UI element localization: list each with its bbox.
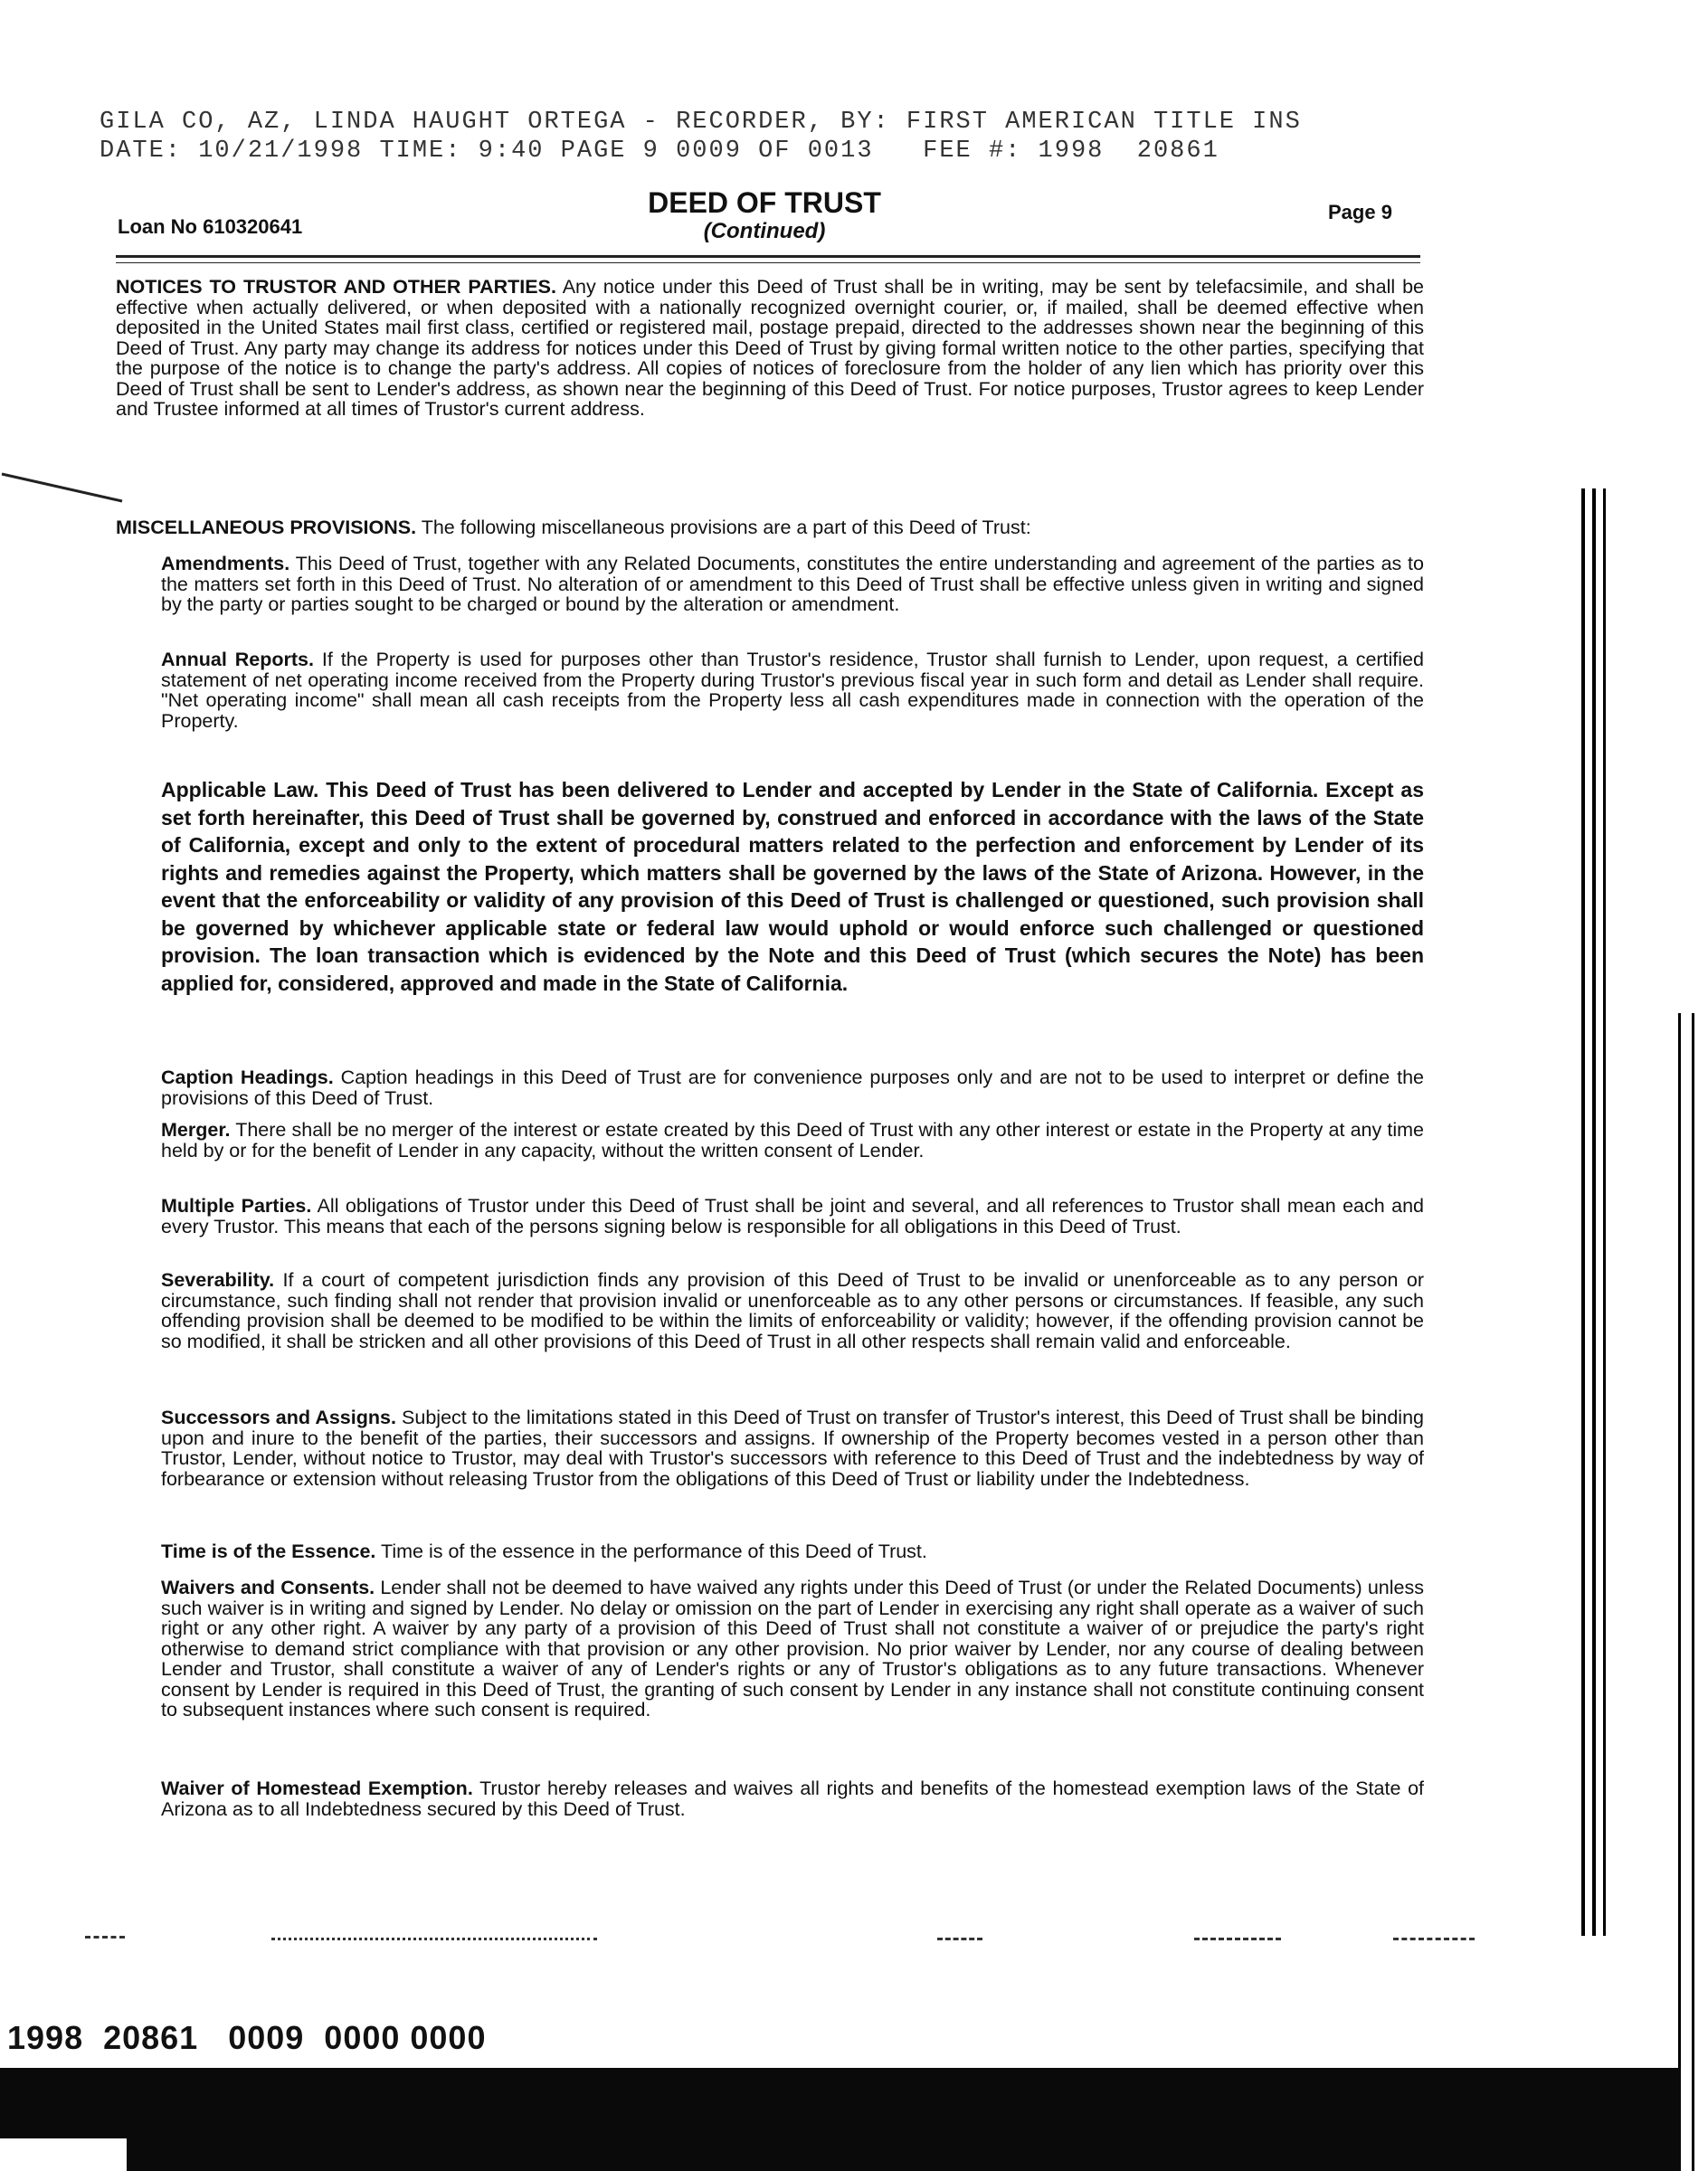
page-number: Page 9 bbox=[1328, 201, 1392, 223]
applicable-law-heading: Applicable Law. bbox=[161, 778, 319, 801]
recorder-stamp-line1: GILA CO, AZ, LINDA HAUGHT ORTEGA - RECORDER, BY: FIRST AMERICAN TITLE INS bbox=[100, 109, 1302, 136]
misc-heading: MISCELLANEOUS PROVISIONS. bbox=[116, 517, 417, 538]
annual-reports-paragraph bbox=[161, 649, 1424, 731]
time-essence-heading: Time is of the Essence. bbox=[161, 1541, 376, 1562]
amendments-text: This Deed of Trust, together with any Related Documents, constitutes the entire understanding and agreement of the parties as to the matters set forth in this Deed of Trust. No alteration of or amendment to this Deed of Trust shall be effective unless given in writing and signed by the party or parties sought to be charged or bound by the alteration or amendment. bbox=[161, 553, 1424, 615]
recording-number: 1998 20861 0009 0000 0000 bbox=[7, 2019, 487, 2056]
scan-edge-line-2 bbox=[1592, 488, 1596, 1936]
waivers-heading: Waivers and Consents. bbox=[161, 1577, 375, 1598]
amendments-paragraph bbox=[161, 554, 1424, 615]
multiple-parties-heading: Multiple Parties. bbox=[161, 1195, 312, 1217]
notices-text: Any notice under this Deed of Trust shall be in writing, may be sent by telefacsimile, and shall be effective when actually delivered, or when deposited with a nationally recognized overnight courier, or, if mailed, shall be deemed effective when deposited in the United States mail first class, certified or registered mail, postage prepaid, directed to the addresses shown near the beginning of this Deed of Trust. Any party may change its address for notices under this Deed of Trust by giving formal written notice to the other parties, specifying that the purpose of the notice is to change the party's address. All copies of notices of foreclosure from the holder of any lien which has priority over this Deed of Trust shall be sent to Lender's address, as shown near the beginning of this Deed of Trust. For notice purposes, Trustor agrees to keep Lender and Trustee informed at all times of Trustor's current address. bbox=[116, 276, 1424, 420]
header-rule-thin bbox=[116, 262, 1420, 263]
waivers-paragraph bbox=[161, 1578, 1424, 1721]
applicable-law-paragraph bbox=[161, 776, 1424, 997]
severability-paragraph bbox=[161, 1270, 1424, 1351]
time-essence-paragraph bbox=[161, 1541, 1424, 1562]
waivers-text: Lender shall not be deemed to have waived any rights under this Deed of Trust (or under the Related Documents) unless such waiver is in writing and signed by Lender. No delay or omission on the part of Lender in exercising any right shall operate as a waiver of such right or any other right. A waiver by any party of a provision of this Deed of Trust shall not constitute a waiver of or prejudice the party's right otherwise to demand strict compliance with that provision or any other provision. No prior waiver by Lender, nor any course of dealing between Lender and Trustor, shall constitute a waiver of any of Lender's rights or any of Trustor's obligations as to any future transactions. Whenever consent by Lender is required in this Deed of Trust, the granting of such consent by Lender in any instance shall not constitute continuing consent to subsequent instances where such consent is required. bbox=[161, 1577, 1424, 1721]
annual-reports-text: If the Property is used for purposes other than Trustor's residence, Trustor shall furnish to Lender, upon request, a certified statement of net operating income received from the Property during Trustor's previous fiscal year in such form and detail as Lender shall require. "Net operating income" shall mean all cash receipts from the Property less all cash expenditures made in connection with the operation of the Property. bbox=[161, 649, 1424, 732]
successors-heading: Successors and Assigns. bbox=[161, 1407, 396, 1428]
annual-reports-heading: Annual Reports. bbox=[161, 649, 314, 670]
footer-dash-3 bbox=[937, 1938, 982, 1940]
homestead-text: Trustor hereby releases and waives all rights and benefits of the homestead exemption laws of the State of Arizona as to all Indebtedness secured by this Deed of Trust. bbox=[161, 1778, 1425, 1820]
loan-number: Loan No 610320641 bbox=[118, 215, 303, 238]
scan-edge-line-5 bbox=[1692, 1013, 1694, 2171]
footer-dash-5 bbox=[1393, 1938, 1475, 1940]
applicable-law-text: This Deed of Trust has been delivered to Lender and accepted by Lender in the State of California. Except as set forth hereinafter, this Deed of Trust shall be governed by, construed and enforced in accordance with the laws of the State of California, except and only to the extent of procedural matters related to the perfection and enforcement by Lender of its rights and remedies against the Property, which matters shall be governed by the laws of the State of Arizona. However, in the event that the enforceability or validity of any provision of this Deed of Trust is challenged or questioned, such provision shall be governed by whichever applicable state or federal law would uphold or would enforce such challenged or questioned provision. The loan transaction which is evidenced by the Note and this Deed of Trust (which secures the Note) has been applied for, considered, approved and made in the State of California. bbox=[161, 778, 1425, 995]
caption-headings-text: Caption headings in this Deed of Trust are for convenience purposes only and are not to be used to interpret or define the provisions of this Deed of Trust. bbox=[161, 1067, 1424, 1109]
successors-text: Subject to the limitations stated in this Deed of Trust on transfer of Trustor's interest, this Deed of Trust shall be binding upon and inure to the benefit of the parties, their successors and assigns. If ownership of the Property becomes vested in a person other than Trustor, Lender, without notice to Trustor, may deal with Trustor's successors with reference to this Deed of Trust and the indebtedness by way of forbearance or extension without releasing Trustor from the obligations of this Deed of Trust or liability under the Indebtedness. bbox=[161, 1407, 1424, 1490]
multiple-parties-paragraph bbox=[161, 1196, 1424, 1237]
multiple-parties-text: All obligations of Trustor under this Deed of Trust shall be joint and several, and all references to Trustor shall mean each and every Trustor. This means that each of the persons signing below is responsible for all obligations in this Deed of Trust. bbox=[161, 1195, 1424, 1237]
notices-heading: NOTICES TO TRUSTOR AND OTHER PARTIES. bbox=[116, 276, 556, 298]
scan-edge-line-3 bbox=[1603, 488, 1606, 1936]
scan-artifact-line bbox=[0, 461, 127, 507]
misc-intro: The following miscellaneous provisions are a part of this Deed of Trust: bbox=[421, 517, 1031, 538]
scan-black-bar bbox=[0, 2068, 1681, 2171]
footer-dash-4 bbox=[1194, 1938, 1281, 1940]
severability-text: If a court of competent jurisdiction finds any provision of this Deed of Trust to be invalid or unenforceable as to any person or circumstance, such finding shall not render that provision invalid or unenforceable as to any other persons or circumstances. If feasible, any such offending provision shall be deemed to be modified to be within the limits of enforceability or validity; however, if the offending provision cannot be so modified, it shall be stricken and all other provisions of this Deed of Trust in all other respects shall remain valid and enforceable. bbox=[161, 1269, 1424, 1352]
homestead-heading: Waiver of Homestead Exemption. bbox=[161, 1778, 473, 1799]
document-subtitle: (Continued) bbox=[703, 219, 826, 243]
caption-headings-heading: Caption Headings. bbox=[161, 1067, 334, 1088]
severability-heading: Severability. bbox=[161, 1269, 275, 1291]
footer-dash-2 bbox=[271, 1938, 597, 1940]
time-essence-text: Time is of the essence in the performance of this Deed of Trust. bbox=[381, 1541, 927, 1562]
successors-paragraph bbox=[161, 1408, 1424, 1489]
homestead-paragraph bbox=[161, 1778, 1424, 1819]
amendments-heading: Amendments. bbox=[161, 553, 290, 574]
scan-edge-line-1 bbox=[1581, 488, 1585, 1936]
recorder-stamp-line2: DATE: 10/21/1998 TIME: 9:40 PAGE 9 0009 OF 0013 FEE #: 1998 20861 bbox=[100, 137, 1219, 165]
caption-headings-paragraph bbox=[161, 1067, 1424, 1108]
scan-edge-line-4 bbox=[1678, 1013, 1681, 2171]
notices-paragraph bbox=[116, 277, 1424, 420]
header-rule bbox=[116, 255, 1420, 258]
merger-paragraph bbox=[161, 1120, 1424, 1161]
footer-dash-1 bbox=[85, 1936, 125, 1939]
document-title: DEED OF TRUST bbox=[648, 186, 881, 219]
misc-heading-line bbox=[116, 517, 1424, 538]
merger-heading: Merger. bbox=[161, 1119, 231, 1141]
scan-white-patch bbox=[0, 2138, 127, 2171]
merger-text: There shall be no merger of the interest or estate created by this Deed of Trust with any other interest or estate in the Property at any time held by or for the benefit of Lender in any capacity, without the written consent of Lender. bbox=[161, 1119, 1424, 1161]
